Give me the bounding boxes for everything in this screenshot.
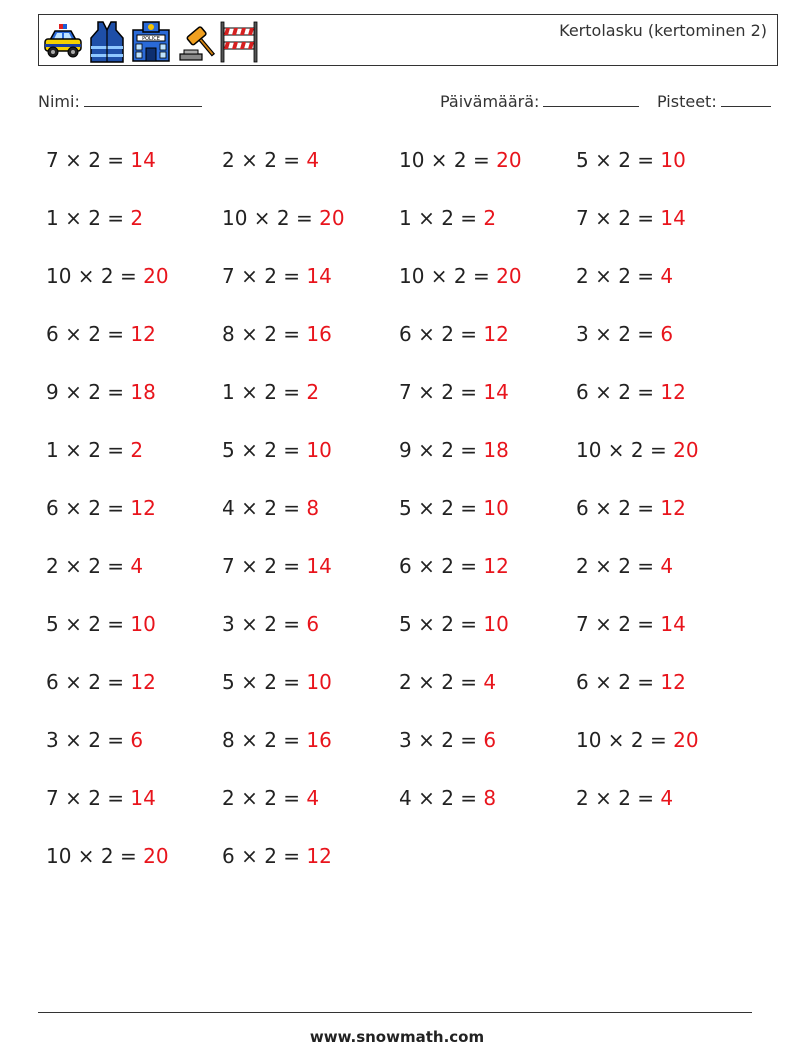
problem-question: 10 × 2 = [399,148,497,172]
name-blank[interactable] [84,94,202,107]
problem-item [576,670,686,694]
problem-question: 2 × 2 = [576,264,661,288]
problem-question: 5 × 2 = [222,438,307,462]
problem-question: 9 × 2 = [46,380,131,404]
problem-item [576,496,686,520]
problem-item [399,554,509,578]
problem-question: 8 × 2 = [222,322,307,346]
problem-answer: 4 [306,148,320,172]
problem-question: 5 × 2 = [399,612,484,636]
problem-answer: 6 [483,728,497,752]
score-blank[interactable] [721,94,771,107]
problem-answer: 2 [130,438,144,462]
problem-answer: 14 [306,554,332,578]
problem-item [399,612,509,636]
problem-answer: 2 [130,206,144,230]
problem-item [46,438,143,462]
problem-item [222,148,319,172]
problem-question: 1 × 2 = [222,380,307,404]
problem-answer: 12 [660,670,686,694]
problem-question: 5 × 2 = [46,612,131,636]
problem-item [222,322,332,346]
problem-item [576,438,699,462]
problem-question: 2 × 2 = [222,786,307,810]
problem-question: 6 × 2 = [576,380,661,404]
problem-question: 1 × 2 = [46,206,131,230]
problem-answer: 10 [660,148,686,172]
worksheet-header [38,14,778,66]
problem-item [222,206,345,230]
problem-answer: 8 [306,496,320,520]
problem-item [399,438,509,462]
gavel-icon [174,18,216,64]
problem-answer: 10 [130,612,156,636]
problem-answer: 14 [660,206,686,230]
problem-question: 2 × 2 = [399,670,484,694]
police-station-icon [130,18,172,64]
problem-item [46,786,156,810]
problem-item [222,264,332,288]
problem-item [46,844,169,868]
problem-answer: 14 [130,786,156,810]
problem-question: 10 × 2 = [576,728,674,752]
problem-item [46,206,143,230]
problem-answer: 2 [483,206,497,230]
name-field [38,92,202,111]
problem-item [222,786,319,810]
problem-answer: 10 [483,496,509,520]
problem-item [222,612,319,636]
svg-text:POLICE: POLICE [142,36,160,42]
problem-answer: 14 [660,612,686,636]
problem-item [399,206,496,230]
problem-question: 10 × 2 = [576,438,674,462]
problem-item [399,728,496,752]
problem-answer: 4 [483,670,497,694]
problem-question: 7 × 2 = [399,380,484,404]
problem-answer: 14 [483,380,509,404]
problem-question: 6 × 2 = [222,844,307,868]
problem-item [576,786,673,810]
problem-answer: 10 [483,612,509,636]
problem-answer: 20 [496,264,522,288]
problem-answer: 20 [319,206,345,230]
problem-question: 3 × 2 = [222,612,307,636]
problem-item [399,670,496,694]
problem-item [399,148,522,172]
problem-question: 10 × 2 = [222,206,320,230]
problem-answer: 12 [483,554,509,578]
problem-item [576,380,686,404]
problem-question: 7 × 2 = [576,206,661,230]
problem-answer: 12 [660,380,686,404]
problem-question: 10 × 2 = [46,844,144,868]
problem-answer: 16 [306,728,332,752]
footer-divider [38,1012,752,1013]
problem-answer: 20 [673,438,699,462]
problem-question: 6 × 2 = [399,554,484,578]
problem-question: 7 × 2 = [222,264,307,288]
problem-answer: 2 [306,380,320,404]
problem-answer: 20 [143,844,169,868]
problem-item [399,786,496,810]
problem-answer: 12 [483,322,509,346]
problem-answer: 14 [130,148,156,172]
problem-item [46,148,156,172]
problem-answer: 8 [483,786,497,810]
problem-answer: 4 [660,264,674,288]
problem-item [576,322,673,346]
problem-question: 3 × 2 = [46,728,131,752]
problem-question: 3 × 2 = [576,322,661,346]
name-label: Nimi: [38,92,80,111]
problem-answer: 6 [130,728,144,752]
problem-answer: 12 [306,844,332,868]
problem-item [576,612,686,636]
header-icons [42,18,260,64]
problem-question: 6 × 2 = [46,670,131,694]
problem-question: 5 × 2 = [576,148,661,172]
problem-item [222,844,332,868]
problem-item [46,322,156,346]
problem-item [399,496,509,520]
problem-question: 5 × 2 = [222,670,307,694]
problem-question: 1 × 2 = [399,206,484,230]
problem-answer: 20 [496,148,522,172]
problem-answer: 18 [483,438,509,462]
problem-answer: 4 [130,554,144,578]
date-field [440,92,639,111]
problem-answer: 10 [306,438,332,462]
problem-question: 9 × 2 = [399,438,484,462]
problem-question: 10 × 2 = [46,264,144,288]
date-blank[interactable] [543,94,639,107]
footer-url: www.snowmath.com [309,1028,485,1046]
problem-answer: 12 [130,322,156,346]
problem-item [222,728,332,752]
problem-question: 7 × 2 = [46,148,131,172]
problem-question: 2 × 2 = [46,554,131,578]
problem-item [46,496,156,520]
problem-question: 7 × 2 = [576,612,661,636]
problem-item [46,670,156,694]
problem-question: 2 × 2 = [576,786,661,810]
worksheet-title: Kertolasku (kertominen 2) [559,21,767,40]
problem-question: 4 × 2 = [222,496,307,520]
problem-answer: 6 [660,322,674,346]
problem-item [46,380,156,404]
problem-item [576,264,673,288]
problem-question: 6 × 2 = [46,322,131,346]
problem-item [46,554,143,578]
problem-question: 7 × 2 = [222,554,307,578]
problem-question: 2 × 2 = [576,554,661,578]
problem-item [576,728,699,752]
problem-item [576,148,686,172]
problem-question: 8 × 2 = [222,728,307,752]
problem-answer: 20 [673,728,699,752]
problem-item [222,554,332,578]
problem-question: 2 × 2 = [222,148,307,172]
problem-item [46,612,156,636]
problem-item [576,554,673,578]
road-barrier-icon [218,18,260,64]
problem-answer: 12 [130,496,156,520]
police-vest-icon [86,18,128,64]
problem-item [222,496,319,520]
problem-answer: 18 [130,380,156,404]
problem-item [399,264,522,288]
problem-item [222,380,319,404]
problem-item [46,264,169,288]
problem-item [399,322,509,346]
problem-answer: 6 [306,612,320,636]
problem-question: 6 × 2 = [576,670,661,694]
problem-answer: 4 [660,554,674,578]
problem-item [222,438,332,462]
problem-answer: 4 [306,786,320,810]
problem-answer: 4 [660,786,674,810]
problem-answer: 14 [306,264,332,288]
problem-question: 6 × 2 = [399,322,484,346]
problem-question: 6 × 2 = [46,496,131,520]
problem-item [222,670,332,694]
score-field [657,92,771,111]
police-car-icon [42,18,84,64]
problem-question: 3 × 2 = [399,728,484,752]
problem-question: 5 × 2 = [399,496,484,520]
problem-answer: 12 [130,670,156,694]
problem-answer: 10 [306,670,332,694]
problem-question: 7 × 2 = [46,786,131,810]
score-label: Pisteet: [657,92,717,111]
problem-answer: 12 [660,496,686,520]
problem-item [576,206,686,230]
problem-question: 1 × 2 = [46,438,131,462]
problem-item [399,380,509,404]
problem-item [46,728,143,752]
problem-question: 4 × 2 = [399,786,484,810]
problem-question: 10 × 2 = [399,264,497,288]
problem-question: 6 × 2 = [576,496,661,520]
problem-answer: 20 [143,264,169,288]
date-label: Päivämäärä: [440,92,540,111]
problem-answer: 16 [306,322,332,346]
